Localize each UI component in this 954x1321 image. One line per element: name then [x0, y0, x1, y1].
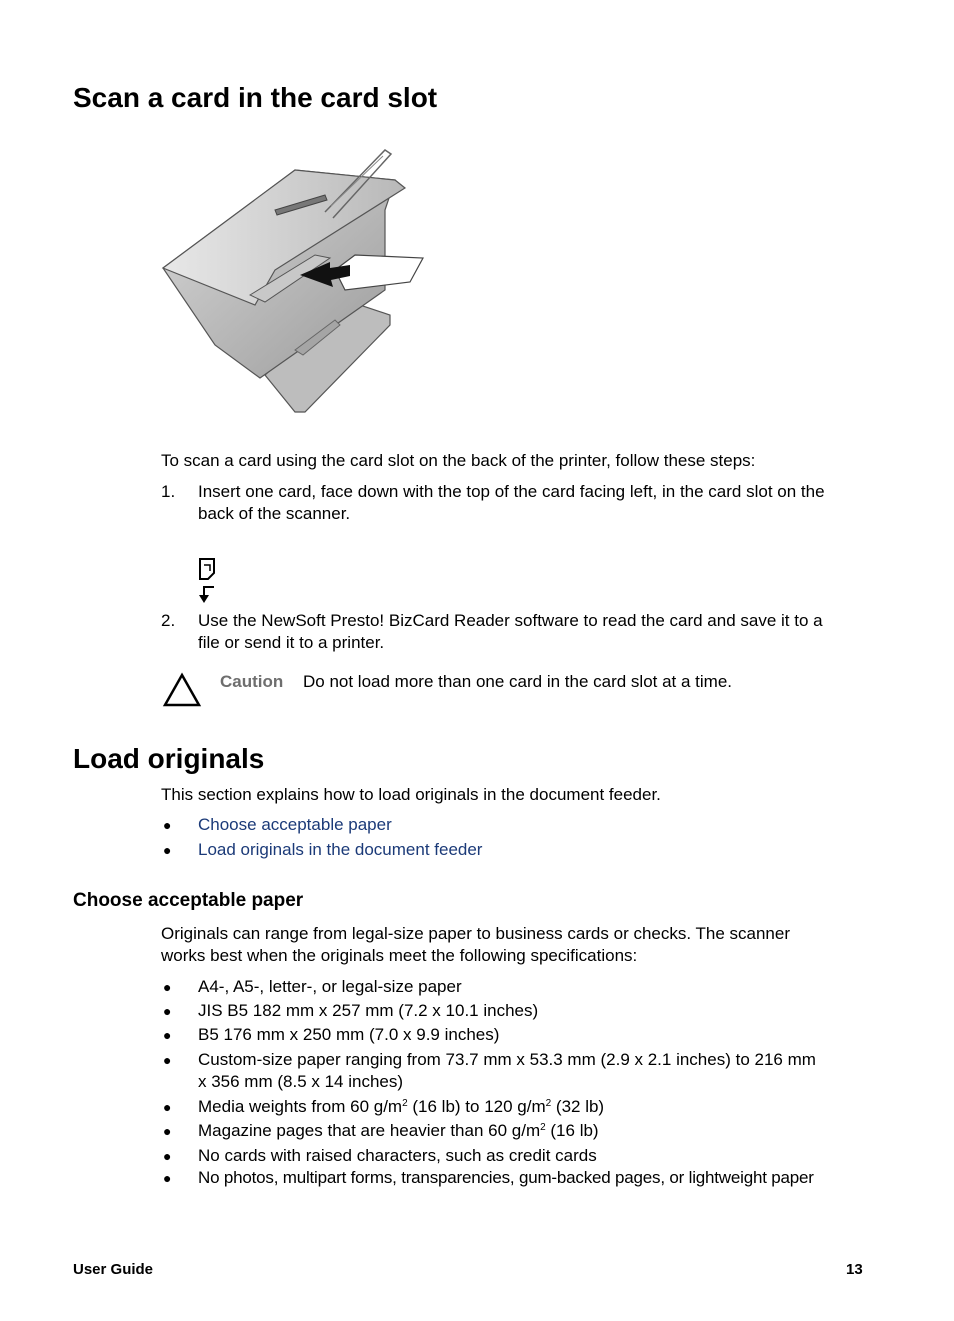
step-text-line: Use the NewSoft Presto! BizCard Reader software to read the card and save it to a: [198, 611, 823, 630]
page-title: Scan a card in the card slot: [73, 82, 438, 113]
scanner-card-slot-illustration: [155, 140, 435, 420]
list-item: JIS B5 182 mm x 257 mm (7.2 x 10.1 inches): [198, 1001, 539, 1020]
list-item: B5 176 mm x 250 mm (7.0 x 9.9 inches): [198, 1025, 500, 1044]
link-choose-acceptable-paper[interactable]: Choose acceptable paper: [198, 815, 392, 834]
step-number: 1.: [161, 482, 176, 501]
subsection-intro-line: works best when the originals meet the following specifications:: [161, 946, 638, 965]
card-orientation-icon: [196, 557, 220, 605]
list-item-media-weights: Media weights from 60 $g/m^2$ (16 lb) to 120 $g/m^2$ (32 lb): [198, 1097, 605, 1116]
step-number: 2.: [161, 611, 176, 630]
subsection-intro-line: Originals can range from legal-size paper to business cards or checks. The scanner: [161, 924, 790, 943]
list-item: Custom-size paper ranging from 73.7 mm x 53.3 mm (2.9 x 2.1 inches) to 216 mm: [198, 1050, 816, 1069]
footer-guide-label: User Guide: [73, 1261, 154, 1278]
bullet-icon: ●: [163, 1052, 172, 1068]
list-item: No photos, multipart forms, transparencies, gum-backed pages, or lightweight paper: [198, 1168, 814, 1187]
intro-text: To scan a card using the card slot on the back of the printer, follow these steps:: [161, 451, 756, 470]
list-item: No cards with raised characters, such as credit cards: [198, 1146, 597, 1165]
subsection-heading-choose-paper: Choose acceptable paper: [73, 890, 304, 911]
bullet-icon: ●: [163, 1003, 172, 1019]
link-load-originals-document-feeder[interactable]: Load originals in the document feeder: [198, 840, 483, 859]
list-item-magazine: Magazine pages that are heavier than 60 $g/m^2$ (16 lb): [198, 1121, 599, 1140]
bullet-icon: ●: [163, 1170, 172, 1186]
bullet-icon: ●: [163, 979, 172, 995]
caution-icon: [162, 672, 202, 708]
bullet-icon: ●: [163, 1123, 172, 1139]
bullet-icon: ●: [163, 817, 172, 833]
caution-label: Caution: [220, 672, 284, 691]
list-item: A4-, A5-, letter-, or legal-size paper: [198, 977, 462, 996]
section-intro: This section explains how to load originals in the document feeder.: [161, 785, 661, 804]
section-heading-load-originals: Load originals: [73, 743, 265, 774]
bullet-icon: ●: [163, 1099, 172, 1115]
bullet-icon: ●: [163, 1148, 172, 1164]
bullet-icon: ●: [163, 1027, 172, 1043]
bullet-icon: ●: [163, 842, 172, 858]
page-number: 13: [846, 1261, 863, 1278]
step-text-line: Insert one card, face down with the top of the card facing left, in the card slot on the: [198, 482, 825, 501]
step-text-line: back of the scanner.: [198, 504, 351, 523]
caution-text: Do not load more than one card in the card slot at a time.: [303, 672, 733, 691]
step-text-line: file or send it to a printer.: [198, 633, 385, 652]
list-item-continuation: x 356 mm (8.5 x 14 inches): [198, 1072, 404, 1091]
